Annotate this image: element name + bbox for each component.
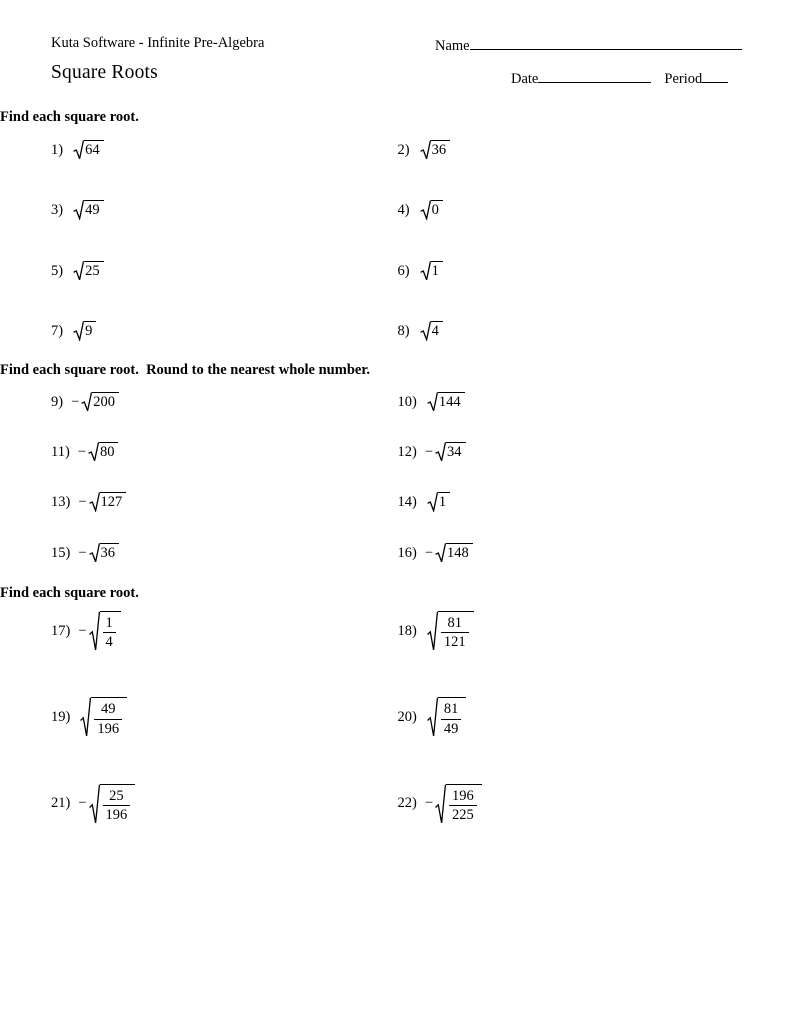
- page-title: Square Roots: [51, 62, 158, 83]
- problem-number: 21): [51, 795, 71, 812]
- name-blank-line: [470, 35, 742, 50]
- radicand: 0: [431, 200, 443, 219]
- problem-number: 20): [397, 709, 417, 725]
- problem-6: [398, 261, 745, 280]
- negative-sign: −: [71, 393, 80, 410]
- square-root-expression: [427, 392, 465, 411]
- problem-number: 13): [51, 494, 71, 511]
- problem-row: [51, 200, 744, 219]
- radical-sign-icon: [435, 543, 446, 562]
- name-label: Name: [435, 38, 470, 54]
- problem-number: 6): [397, 262, 410, 279]
- problem-row: [51, 392, 744, 411]
- radicand-fraction: [100, 611, 121, 651]
- date-label: Date: [511, 71, 539, 87]
- radical-sign-icon: [427, 492, 438, 511]
- problem-20: [398, 697, 745, 737]
- problem-number: 11): [51, 443, 70, 460]
- radical-sign-icon: [89, 543, 100, 562]
- document-header: [51, 0, 744, 55]
- problem-7: [51, 321, 398, 340]
- denominator: 196: [103, 805, 131, 824]
- denominator: 121: [441, 632, 469, 651]
- radical-sign-icon: [73, 200, 84, 219]
- radicand: 80: [99, 442, 119, 461]
- denominator: 49: [441, 719, 462, 738]
- negative-sign: −: [424, 544, 434, 561]
- date-period-fields: [511, 68, 728, 88]
- problem-row: [51, 784, 744, 824]
- period-label: Period: [664, 71, 703, 87]
- problem-9: [51, 392, 398, 411]
- radicand: 4: [431, 321, 443, 340]
- problem-18: [398, 611, 745, 651]
- problem-number: 18): [397, 622, 417, 639]
- problem-4: [398, 200, 745, 219]
- radical-sign-icon: [89, 611, 100, 651]
- radicand: 36: [100, 543, 120, 562]
- square-root-expression: [420, 321, 443, 340]
- problem-15: [51, 543, 398, 562]
- negative-sign: −: [77, 443, 86, 460]
- square-root-expression: [427, 492, 450, 511]
- radicand: 200: [92, 392, 119, 411]
- radical-sign-icon: [420, 321, 431, 340]
- square-root-expression: [80, 697, 127, 737]
- square-root-expression: [435, 442, 466, 461]
- problem-10: [398, 392, 745, 411]
- problem-8: [398, 321, 745, 340]
- radical-sign-icon: [435, 784, 446, 824]
- radicand: 49: [84, 200, 104, 219]
- radicand: 127: [100, 492, 127, 511]
- problem-19: [51, 697, 398, 737]
- numerator: 81: [447, 615, 462, 632]
- square-root-expression: [73, 261, 104, 280]
- radicand: 25: [84, 261, 104, 280]
- problem-row: [51, 543, 744, 562]
- title-row: [51, 62, 744, 92]
- radical-sign-icon: [427, 611, 438, 651]
- problem-row: [51, 611, 744, 651]
- problem-number: 9): [51, 393, 64, 410]
- radical-sign-icon: [73, 261, 84, 280]
- negative-sign: −: [424, 443, 434, 460]
- square-root-expression: [88, 442, 119, 461]
- denominator: 225: [449, 805, 477, 824]
- numerator: 196: [452, 787, 474, 804]
- radical-sign-icon: [81, 392, 92, 411]
- radical-sign-icon: [420, 200, 431, 219]
- problem-5: [51, 261, 398, 280]
- denominator: 196: [94, 719, 122, 738]
- numerator: 1: [105, 615, 113, 632]
- negative-sign: −: [424, 795, 434, 812]
- problem-17: [51, 611, 398, 651]
- numerator: 49: [100, 701, 116, 718]
- problem-row: [51, 261, 744, 280]
- problem-number: 15): [51, 544, 71, 561]
- radicand: 64: [84, 140, 104, 159]
- problem-number: 4): [397, 202, 410, 219]
- name-field: [435, 35, 742, 55]
- problem-row: [51, 321, 744, 340]
- radical-sign-icon: [89, 492, 100, 511]
- radical-sign-icon: [80, 697, 91, 737]
- problem-14: [398, 492, 745, 511]
- negative-sign: −: [78, 544, 87, 561]
- denominator: 4: [103, 632, 116, 651]
- square-root-expression: [89, 543, 120, 562]
- square-root-expression: [73, 140, 104, 159]
- square-root-expression: [435, 784, 482, 824]
- problem-row: [51, 492, 744, 511]
- radicand: 144: [438, 392, 465, 411]
- problem-3: [51, 200, 398, 219]
- problem-number: 19): [51, 709, 71, 725]
- radical-sign-icon: [73, 321, 84, 340]
- radicand-fraction: [446, 784, 482, 824]
- problem-number: 10): [397, 393, 417, 410]
- problem-1: [51, 140, 398, 159]
- problem-12: [398, 442, 745, 461]
- period-blank-line: [702, 68, 728, 83]
- square-root-expression: [89, 492, 127, 511]
- date-blank-line: [538, 68, 651, 83]
- numerator: 81: [443, 701, 459, 718]
- problem-number: 22): [397, 795, 417, 812]
- radicand-fraction: [100, 784, 136, 824]
- radical-sign-icon: [427, 392, 438, 411]
- square-root-expression: [427, 611, 474, 651]
- problem-number: 2): [397, 142, 410, 158]
- radicand: 34: [446, 442, 466, 461]
- problem-number: 3): [51, 202, 64, 219]
- problem-11: [51, 442, 398, 461]
- numerator: 25: [109, 787, 124, 804]
- negative-sign: −: [78, 494, 87, 511]
- problem-13: [51, 492, 398, 511]
- square-root-expression: [89, 784, 136, 824]
- radicand: 9: [84, 321, 96, 340]
- problem-row: [51, 697, 744, 737]
- radical-sign-icon: [435, 442, 446, 461]
- radical-sign-icon: [73, 140, 84, 159]
- square-root-expression: [73, 200, 104, 219]
- section-1-instruction: Find each square root.: [0, 109, 139, 125]
- square-root-expression: [73, 321, 96, 340]
- square-root-expression: [89, 611, 121, 651]
- section-2-instruction: Find each square root. Round to the nearest whole number.: [0, 361, 371, 378]
- negative-sign: −: [78, 622, 87, 639]
- problem-number: 12): [397, 443, 417, 460]
- radical-sign-icon: [420, 261, 431, 280]
- radical-sign-icon: [88, 442, 99, 461]
- problem-number: 7): [51, 323, 64, 340]
- problem-number: 1): [51, 142, 64, 158]
- radicand-fraction: [438, 611, 474, 651]
- square-root-expression: [435, 543, 473, 562]
- square-root-expression: [81, 392, 119, 411]
- problem-number: 14): [397, 494, 417, 511]
- radicand-fraction: [438, 697, 467, 737]
- radicand: 148: [446, 543, 473, 562]
- square-root-expression: [427, 697, 467, 737]
- radical-sign-icon: [89, 784, 100, 824]
- problem-row: [51, 140, 744, 159]
- negative-sign: −: [78, 795, 87, 812]
- problem-22: [398, 784, 745, 824]
- problem-number: 8): [397, 323, 410, 340]
- radicand: 1: [431, 261, 443, 280]
- radical-sign-icon: [427, 697, 438, 737]
- problem-row: [51, 442, 744, 461]
- square-root-expression: [420, 261, 443, 280]
- publisher-text: Kuta Software - Infinite Pre-Algebra: [51, 35, 265, 51]
- radicand: 1: [438, 492, 450, 511]
- square-root-expression: [420, 140, 451, 159]
- radical-sign-icon: [420, 140, 431, 159]
- problem-2: [398, 140, 745, 159]
- problem-16: [398, 543, 745, 562]
- problem-number: 16): [397, 544, 417, 561]
- square-root-expression: [420, 200, 443, 219]
- radicand-fraction: [91, 697, 127, 737]
- problem-number: 5): [51, 262, 64, 279]
- radicand: 36: [431, 140, 451, 159]
- problem-21: [51, 784, 398, 824]
- problem-number: 17): [51, 622, 71, 639]
- section-3-instruction: Find each square root.: [0, 585, 139, 602]
